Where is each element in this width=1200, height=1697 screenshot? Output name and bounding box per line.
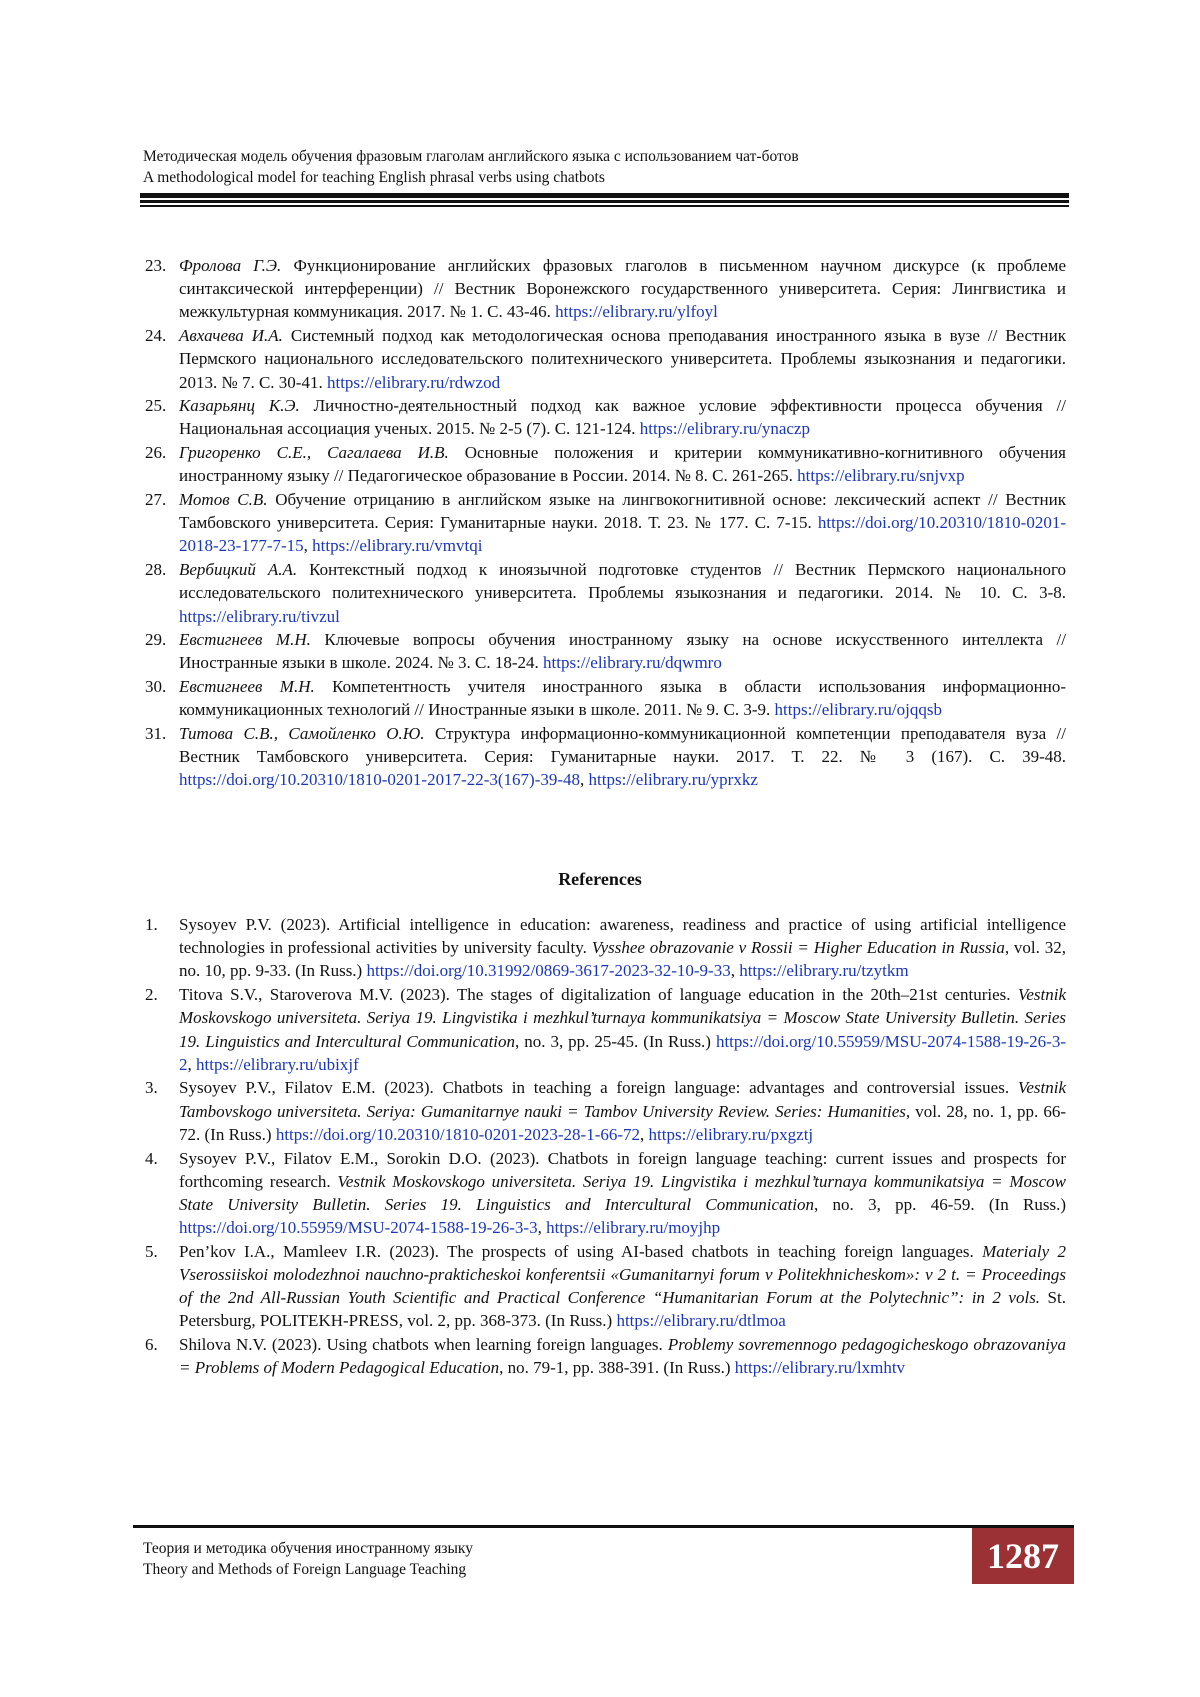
reference-link[interactable]: https://doi.org/10.20310/1810-0201-2018-23-177-7-15 — [179, 513, 1066, 556]
reference-authors: Авхачева И.А. — [179, 326, 283, 346]
reference-number: 24. — [145, 326, 167, 346]
page-number: 1287 — [972, 1528, 1074, 1584]
reference-item — [145, 394, 1066, 440]
reference-item — [145, 1333, 1066, 1379]
header-title-ru: Методическая модель обучения фразовым глаголам английского языка с использованием чат-ботов — [143, 148, 799, 165]
reference-number: 3. — [145, 1078, 158, 1098]
reference-number: 29. — [145, 630, 167, 650]
reference-text: Sysoyev P.V. (2023). Artificial intelligence in education: awareness, readiness and practice of using artificial intelligence technologies in professional activities by university faculty. — [179, 915, 1066, 958]
reference-authors: Титова С.В., Самойленко О.Ю. — [179, 724, 425, 744]
reference-link[interactable]: https://doi.org/10.20310/1810-0201-2023-28-1-66-72 — [275, 1124, 641, 1144]
reference-source: Materialy 2 Vserossiiskoi molodezhnoi nauchno-prakticheskoi konferentsii «Gumanitarnyi forum v Politekhnicheskom»: v 2 t. = Proceedings of the 2nd All-Russian Youth Scientific and Practical Conference “Humanitarian Forum at the Polytechnic”: in 2 vols. — [179, 1241, 1066, 1308]
reference-link[interactable]: https://elibrary.ru/ynaczp — [639, 419, 810, 439]
reference-link[interactable]: https://doi.org/10.20310/1810-0201-2017-22-3(167)-39-48 — [179, 770, 581, 790]
references-heading: References — [558, 869, 642, 889]
reference-text: Функционирование английских фразовых глаголов в письменном научном дискурсе (к проблеме синтаксической интерференции) // Вестник Воронежского государственного университета. Серия: Лингвистика и межкультурная коммуникация. 2017. № 1. С. 43-46. — [179, 256, 1067, 322]
reference-number: 6. — [145, 1335, 158, 1355]
reference-body — [179, 254, 1066, 324]
reference-authors: Фролова Г.Э. — [179, 256, 282, 275]
russian-reference-list — [145, 254, 1066, 792]
reference-text: Ключевые вопросы обучения иностранному языку на основе искусственного интеллекта // Иностранные языки в школе. 2024. № 3. С. 18-24. — [179, 630, 1066, 673]
reference-body — [179, 441, 1066, 487]
reference-source: Vestnik Moskovskogo universiteta. Seriya 19. Lingvistika i mezhkul’turnaya kommunikatsiya = Moscow State University Bulletin. Series 19. Linguistics and Intercultural Communication — [179, 1171, 1066, 1214]
reference-authors: Вербицкий А.А. — [179, 560, 298, 580]
reference-item — [145, 1240, 1066, 1333]
reference-number: 1. — [145, 915, 158, 934]
reference-authors: Евстигнеев М.Н. — [179, 630, 311, 650]
reference-number: 25. — [145, 396, 167, 416]
footer-journal-en: Theory and Methods of Foreign Language Teaching — [143, 1561, 467, 1578]
reference-text: Системный подход как методологическая основа преподавания иностранного языка в вузе // Вестник Пермского национального исследовательского политехнического университета. Проблемы языкознания и педагогики. 2013. № 7. С. 30-41. — [179, 326, 1066, 392]
reference-source: Vysshee obrazovanie v Rossii = Higher Education in Russia — [591, 938, 1005, 958]
footer-journal-ru: Теория и методика обучения иностранному языку — [143, 1540, 473, 1557]
reference-source: Vestnik Moskovskogo universiteta. Seriya 19. Lingvistika i mezhkul’turnaya kommunikatsiya = Moscow State University Bulletin. Series 19. Linguistics and Intercultural Communication — [179, 985, 1066, 1051]
reference-body — [179, 1333, 1066, 1379]
reference-link[interactable]: https://doi.org/10.31992/0869-3617-2023-32-10-9-33 — [366, 961, 731, 981]
reference-details: , vol. 28, no. 1, pp. 66-72. (In Russ.) — [179, 1101, 1066, 1144]
reference-number: 5. — [145, 1241, 158, 1261]
reference-item — [145, 1076, 1066, 1146]
reference-number: 28. — [145, 560, 167, 580]
reference-item — [145, 324, 1066, 394]
reference-details: , no. 79-1, pp. 388-391. (In Russ.) — [499, 1358, 735, 1378]
reference-number: 4. — [145, 1148, 158, 1168]
reference-source: Problemy sovremennogo pedagogicheskogo obrazovaniya = Problems of Modern Pedagogical Education — [179, 1335, 1066, 1378]
reference-link[interactable]: https://elibrary.ru/ojqqsb — [774, 700, 942, 720]
reference-body — [179, 324, 1066, 394]
reference-body: Sysoyev P.V., Filatov E.M. (2023). Chatbots in teaching a foreign language: advantages and controversial issues. Vestnik Tambovskogo universiteta. Seriya: Gumanitarnye nauki = Tambov University Review. Series: Humanities, vol. 28, no. 1, pp. 66-72. (In Russ.) https://doi.org/10.20310/1810-0201-2023-28-1-66-72, https://elibrary.ru/pxgztj — [179, 1078, 1066, 1144]
reference-link[interactable]: https://elibrary.ru/tivzul — [179, 606, 340, 626]
reference-link[interactable]: https://elibrary.ru/dqwmro — [543, 653, 722, 673]
reference-link[interactable]: https://elibrary.ru/yprxkz — [588, 770, 758, 790]
reference-number: 23. — [145, 256, 167, 275]
header-divider — [140, 193, 1069, 209]
reference-body — [179, 394, 1066, 440]
reference-number: 2. — [145, 985, 158, 1005]
reference-number: 27. — [145, 490, 167, 510]
reference-item — [145, 441, 1066, 487]
reference-body: Titova S.V., Staroverova M.V. (2023). The stages of digitalization of language education in the 20th–21st centuries. Vestnik Moskovskogo universiteta. Seriya 19. Lingvistika i mezhkul’turnaya kommunikatsiya = Moscow State University Bulletin. Series 19. Linguistics and Intercultural Communication, no. 3, pp. 25-45. (In Russ.) https://doi.org/10.55959/MSU-2074-1588-19-26-3-2, https://elibrary.ru/ubixjf — [179, 985, 1067, 1074]
reference-text: Структура информационно-коммуникационной компетенции преподавателя вуза // Вестник Тамбовского университета. Серия: Гуманитарные науки. 2017. Т. 22. № 3 (167). С. 39-48. — [179, 724, 1066, 767]
reference-number: 26. — [145, 443, 167, 463]
reference-authors: Мотов С.В. — [179, 490, 268, 510]
reference-link[interactable]: https://elibrary.ru/tzytkm — [739, 961, 909, 981]
reference-item — [145, 254, 1066, 324]
reference-text: Обучение отрицанию в английском языке на лингвокогнитивной основе: лексический аспект // Вестник Тамбовского университета. Серия: Гуманитарные науки. 2018. Т. 23. № 177. С. 7-15. — [179, 490, 1066, 533]
reference-number: 30. — [145, 677, 167, 697]
reference-item — [145, 1147, 1066, 1240]
reference-link[interactable]: https://elibrary.ru/lxmhtv — [734, 1358, 906, 1378]
reference-source: Vestnik Tambovskogo universiteta. Seriya: Gumanitarnye nauki = Tambov University Review. Series: Humanities — [179, 1078, 1066, 1121]
reference-authors: Григоренко С.Е., Сагалаева И.В. — [179, 443, 449, 463]
reference-item — [145, 675, 1066, 721]
reference-link[interactable]: https://doi.org/10.55959/MSU-2074-1588-19-26-3-2 — [179, 1031, 1067, 1074]
reference-body — [179, 628, 1066, 674]
reference-link[interactable]: https://elibrary.ru/vmvtqi — [312, 536, 483, 556]
reference-link[interactable]: https://doi.org/10.55959/MSU-2074-1588-19-26-3-3 — [179, 1218, 538, 1238]
reference-details: , vol. 32, no. 10, pp. 9-33. (In Russ.) — [179, 938, 1066, 981]
running-header — [143, 146, 1063, 188]
reference-body — [179, 558, 1066, 628]
reference-item — [145, 558, 1066, 628]
reference-link[interactable]: https://elibrary.ru/ylfoyl — [555, 302, 718, 322]
reference-body — [179, 1240, 1066, 1333]
reference-link[interactable]: https://elibrary.ru/snjvxp — [797, 466, 965, 486]
reference-body: Sysoyev P.V., Filatov E.M., Sorokin D.O. (2023). Chatbots in foreign language teaching: current issues and prospects for forthcoming research. Vestnik Moskovskogo universiteta. Seriya 19. Lingvistika i mezhkul’turnaya kommunikatsiya = Moscow State University Bulletin. Series 19. Linguistics and Intercultural Communication, no. 3, pp. 46-59. (In Russ.) https://doi.org/10.55959/MSU-2074-1588-19-26-3-3, https://elibrary.ru/moyjhp — [179, 1148, 1066, 1238]
reference-text: Контекстный подход к иноязычной подготовке студентов // Вестник Пермского национального исследовательского политехнического университета. Проблемы языкознания и педагогики. 2014. № 10. С. 3-8. — [179, 560, 1066, 603]
reference-body: Sysoyev P.V. (2023). Artificial intelligence in education: awareness, readiness and practice of using artificial intelligence technologies in professional activities by university faculty. Vysshee obrazovanie v Rossii = Higher Education in Russia, vol. 32, no. 10, pp. 9-33. (In Russ.) https://doi.org/10.31992/0869-3617-2023-32-10-9-33, https://elibrary.ru/tzytkm — [179, 915, 1066, 981]
reference-details: , no. 3, pp. 25-45. (In Russ.) — [515, 1031, 716, 1051]
reference-text: Pen’kov I.A., Mamleev I.R. (2023). The prospects of using AI-based chatbots in teaching foreign languages. — [179, 1241, 983, 1261]
header-title-en: A methodological model for teaching English phrasal verbs using chatbots — [143, 169, 605, 186]
reference-link[interactable]: https://elibrary.ru/moyjhp — [546, 1218, 721, 1238]
reference-item — [145, 913, 1066, 983]
reference-link[interactable]: https://elibrary.ru/ubixjf — [196, 1054, 359, 1074]
english-reference-list — [145, 913, 1066, 1380]
reference-text: Основные положения и критерии коммуникативно-когнитивного обучения иностранному языку // Педагогическое образование в России. 2014. № 8. С. 261-265. — [179, 443, 1066, 486]
reference-details: , no. 3, pp. 46-59. (In Russ.) — [814, 1194, 1066, 1214]
reference-link[interactable]: https://elibrary.ru/rdwzod — [326, 372, 501, 392]
reference-body: Титова С.В., Самойленко О.Ю. Структура информационно-коммуникационной компетенции преподавателя вуза // Вестник Тамбовского университета. Серия: Гуманитарные науки. 2017. Т. 22. № 3 (167). С. 39-48. https://doi.org/10.20310/1810-0201-2017-22-3(167)-39-48, https://elibrary.ru/yprxkz — [179, 724, 1066, 790]
reference-text: Shilova N.V. (2023). Using chatbots when learning foreign languages. — [179, 1335, 668, 1355]
reference-item — [145, 488, 1066, 558]
running-footer — [143, 1538, 843, 1580]
reference-body — [179, 675, 1066, 721]
reference-authors: Казарьянц К.Э. — [179, 396, 300, 416]
footer-divider — [133, 1525, 1074, 1528]
reference-text: Компетентность учителя иностранного языка в области использования информационно-коммуникационных технологий // Иностранные языки в школе. 2011. № 9. С. 3-9. — [179, 677, 1066, 720]
reference-item — [145, 983, 1066, 1076]
reference-text: Titova S.V., Staroverova M.V. (2023). The stages of digitalization of language education in the 20th–21st centuries. — [179, 985, 1018, 1005]
reference-link[interactable]: https://elibrary.ru/dtlmoa — [616, 1311, 786, 1331]
reference-body: Мотов С.В. Обучение отрицанию в английском языке на лингвокогнитивной основе: лексический аспект // Вестник Тамбовского университета. Серия: Гуманитарные науки. 2018. Т. 23. № 177. С. 7-15. https://doi.org/10.20310/1810-0201-2018-23-177-7-15, https://elibrary.ru/vmvtqi — [179, 490, 1066, 556]
reference-text: Sysoyev P.V., Filatov E.M. (2023). Chatbots in teaching a foreign language: advantages and controversial issues. — [179, 1078, 1018, 1098]
reference-text: Sysoyev P.V., Filatov E.M., Sorokin D.O. (2023). Chatbots in foreign language teaching: current issues and prospects for forthcoming research. — [179, 1148, 1066, 1191]
reference-item — [145, 628, 1066, 674]
reference-item — [145, 722, 1066, 792]
reference-number: 31. — [145, 724, 167, 744]
reference-text: Личностно-деятельностный подход как важное условие эффективности процесса обучения // Национальная ассоциация ученых. 2015. № 2-5 (7). С. 121-124. — [179, 396, 1066, 439]
reference-details: St. Petersburg, POLITEKH-PRESS, vol. 2, pp. 368-373. (In Russ.) — [179, 1288, 1066, 1331]
reference-link[interactable]: https://elibrary.ru/pxgztj — [648, 1124, 814, 1144]
reference-authors: Евстигнеев М.Н. — [179, 677, 315, 697]
